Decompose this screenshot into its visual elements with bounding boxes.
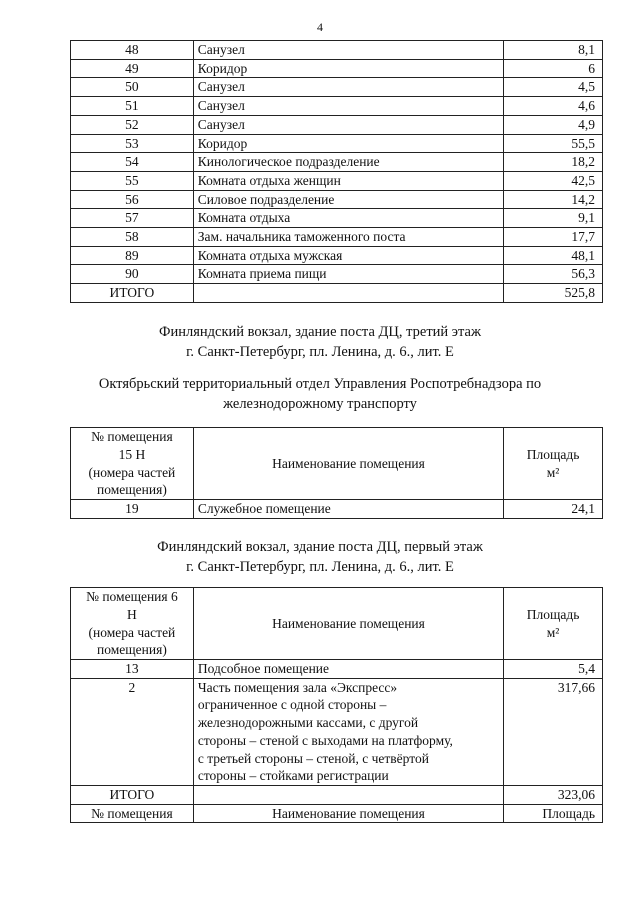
header-num-line: № помещения 6 [86,589,178,605]
room-area: 6 [504,59,603,78]
rooms-table-15n [70,427,603,519]
room-area: 18,2 [504,153,603,172]
table-row [71,228,603,247]
room-name: Зам. начальника таможенного поста [193,228,503,247]
room-name-line: с третьей стороны – стеной, с четвёртой [197,750,429,766]
room-number: 57 [71,209,194,228]
table-row [71,500,603,519]
table-row [71,190,603,209]
room-number: 55 [71,171,194,190]
table-row [71,246,603,265]
caption-third-floor [0,322,640,362]
table-row [71,59,603,78]
room-area: 317,66 [504,678,603,785]
room-name: Санузел [193,41,503,60]
room-area: 4,6 [504,97,603,116]
caption-first-floor [0,537,640,577]
header-num-line: № помещения [91,429,173,445]
room-number: 19 [71,500,194,519]
table-row [71,153,603,172]
footer-room-name: Наименование помещения [193,804,503,823]
room-area: 17,7 [504,228,603,247]
total-row [71,284,603,303]
room-number: 13 [71,660,194,679]
header-area-line: м² [546,624,560,640]
room-area: 8,1 [504,41,603,60]
caption-third-floor-line2: г. Санкт-Петербург, пл. Ленина, д. 6., лит. Е [186,344,454,360]
room-number: 54 [71,153,194,172]
header-area-line: Площадь [526,606,580,622]
room-name: Кинологическое подразделение [193,153,503,172]
table-row [71,209,603,228]
room-area: 14,2 [504,190,603,209]
room-name: Санузел [193,78,503,97]
caption-department-line2: железнодорожному транспорту [223,396,417,412]
room-name-line: Часть помещения зала «Экспресс» [197,679,398,695]
rooms-table-upper [70,40,603,303]
total-empty-cell [193,284,503,303]
room-number: 50 [71,78,194,97]
room-name-line: стороны – стеной с выходами на платформу, [197,732,453,748]
table-row [71,97,603,116]
room-name: Комната отдыха женщин [193,171,503,190]
table-row [71,171,603,190]
room-name: Санузел [193,115,503,134]
total-row [71,785,603,804]
total-value: 323,06 [504,785,603,804]
table-row [71,78,603,97]
room-area: 4,5 [504,78,603,97]
header-room-number [71,588,194,660]
room-number: 51 [71,97,194,116]
header-num-line: помещения) [97,482,167,498]
table-row [71,41,603,60]
room-number: 90 [71,265,194,284]
room-name-line: ограниченное с одной стороны – [197,697,387,713]
room-area: 9,1 [504,209,603,228]
header-area-line: м² [546,464,560,480]
room-area: 5,4 [504,660,603,679]
room-number: 48 [71,41,194,60]
table-row [71,265,603,284]
table-row [71,678,603,785]
header-room-name: Наименование помещения [193,428,503,500]
rooms-table-upper-body [71,41,603,303]
room-number: 56 [71,190,194,209]
room-area: 55,5 [504,134,603,153]
header-room-name: Наименование помещения [193,588,503,660]
total-label: ИТОГО [71,284,194,303]
room-area: 24,1 [504,500,603,519]
table-row [71,115,603,134]
room-name: Коридор [193,59,503,78]
room-name: Комната отдыха [193,209,503,228]
room-number: 58 [71,228,194,247]
room-area: 42,5 [504,171,603,190]
room-number: 49 [71,59,194,78]
room-number: 2 [71,678,194,785]
continuation-header-row [71,804,603,823]
caption-department-line1: Октябрьский территориальный отдел Управления Роспотребнадзора по [98,376,542,392]
header-num-line: 15 Н [118,446,146,462]
total-empty-cell [193,785,503,804]
header-num-line: (номера частей [88,464,176,480]
caption-department [0,374,640,414]
footer-area: Площадь [504,804,603,823]
table-header-row [71,428,603,500]
room-name-line: стороны – стойками регистрации [197,768,389,784]
room-name: Подсобное помещение [193,660,503,679]
total-value: 525,8 [504,284,603,303]
page-number: 4 [317,20,323,34]
header-area [504,588,603,660]
room-name: Комната отдыха мужская [193,246,503,265]
header-area [504,428,603,500]
room-area: 48,1 [504,246,603,265]
room-number: 52 [71,115,194,134]
room-name: Служебное помещение [193,500,503,519]
caption-first-floor-line1: Финляндский вокзал, здание поста ДЦ, первый этаж [157,539,483,555]
header-area-line: Площадь [526,446,580,462]
header-num-line: Н [127,606,137,622]
room-area: 56,3 [504,265,603,284]
rooms-table-6n [70,587,603,823]
table-row [71,134,603,153]
caption-third-floor-line1: Финляндский вокзал, здание поста ДЦ, третий этаж [159,324,481,340]
room-name-line: железнодорожными кассами, с другой [197,715,419,731]
header-num-line: (номера частей [88,624,176,640]
total-label: ИТОГО [71,785,194,804]
room-name: Санузел [193,97,503,116]
room-name [193,678,503,785]
footer-room-number: № помещения [71,804,194,823]
room-number: 53 [71,134,194,153]
room-name: Силовое подразделение [193,190,503,209]
header-room-number [71,428,194,500]
room-area: 4,9 [504,115,603,134]
table-header-row [71,588,603,660]
table-row [71,660,603,679]
header-num-line: помещения) [97,642,167,658]
room-number: 89 [71,246,194,265]
caption-first-floor-line2: г. Санкт-Петербург, пл. Ленина, д. 6., лит. Е [186,559,454,575]
room-name: Комната приема пищи [193,265,503,284]
room-name: Коридор [193,134,503,153]
